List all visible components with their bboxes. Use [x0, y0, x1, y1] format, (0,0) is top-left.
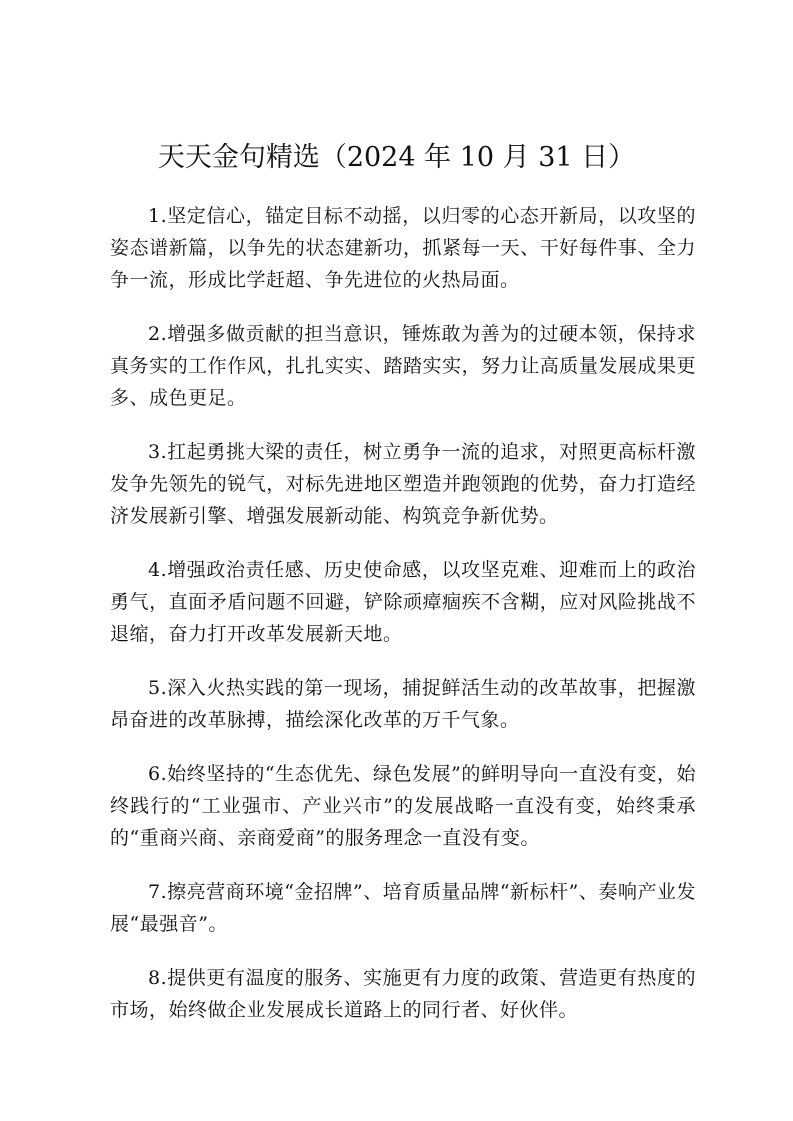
paragraph-2: 2.增强多做贡献的担当意识，锤炼敢为善为的过硬本领，保持求真务实的工作作风，扎扎实实、踏踏实实，努力让高质量发展成果更多、成色更足。 — [110, 323, 696, 409]
paragraph-6: 6.始终坚持的“生态优先、绿色发展”的鲜明导向一直没有变，始终践行的“工业强市、产业兴市”的发展战略一直没有变，始终秉承的“重商兴商、亲商爱商”的服务理念一直没有变。 — [110, 763, 696, 849]
paragraph-5: 5.深入火热实践的第一现场，捕捉鲜活生动的改革故事，把握激昂奋进的改革脉搏，描绘深化改革的万千气象。 — [110, 677, 696, 731]
paragraph-7: 7.擦亮营商环境“金招牌”、培育质量品牌“新标杆”、奏响产业发展“最强音”。 — [110, 881, 696, 935]
paragraph-8: 8.提供更有温度的服务、实施更有力度的政策、营造更有热度的市场，始终做企业发展成长道路上的同行者、好伙伴。 — [110, 967, 696, 1021]
document-body — [110, 200, 696, 1048]
paragraph-4: 4.增强政治责任感、历史使命感，以攻坚克难、迎难而上的政治勇气，直面矛盾问题不回避，铲除顽瘴痼疾不含糊，应对风险挑战不退缩，奋力打开改革发展新天地。 — [110, 559, 696, 645]
paragraph-1: 1.坚定信心，锚定目标不动摇，以归零的心态开新局，以攻坚的姿态谱新篇，以争先的状态建新功，抓紧每一天、干好每件事、全力争一流，形成比学赶超、争先进位的火热局面。 — [110, 205, 696, 291]
document-title: 天天金句精选（2024 年 10 月 31 日） — [157, 142, 636, 173]
paragraph-3: 3.扛起勇挑大梁的责任，树立勇争一流的追求，对照更高标杆激发争先领先的锐气，对标先进地区塑造并跑领跑的优势，奋力打造经济发展新引擎、增强发展新动能、构筑竞争新优势。 — [110, 441, 696, 527]
